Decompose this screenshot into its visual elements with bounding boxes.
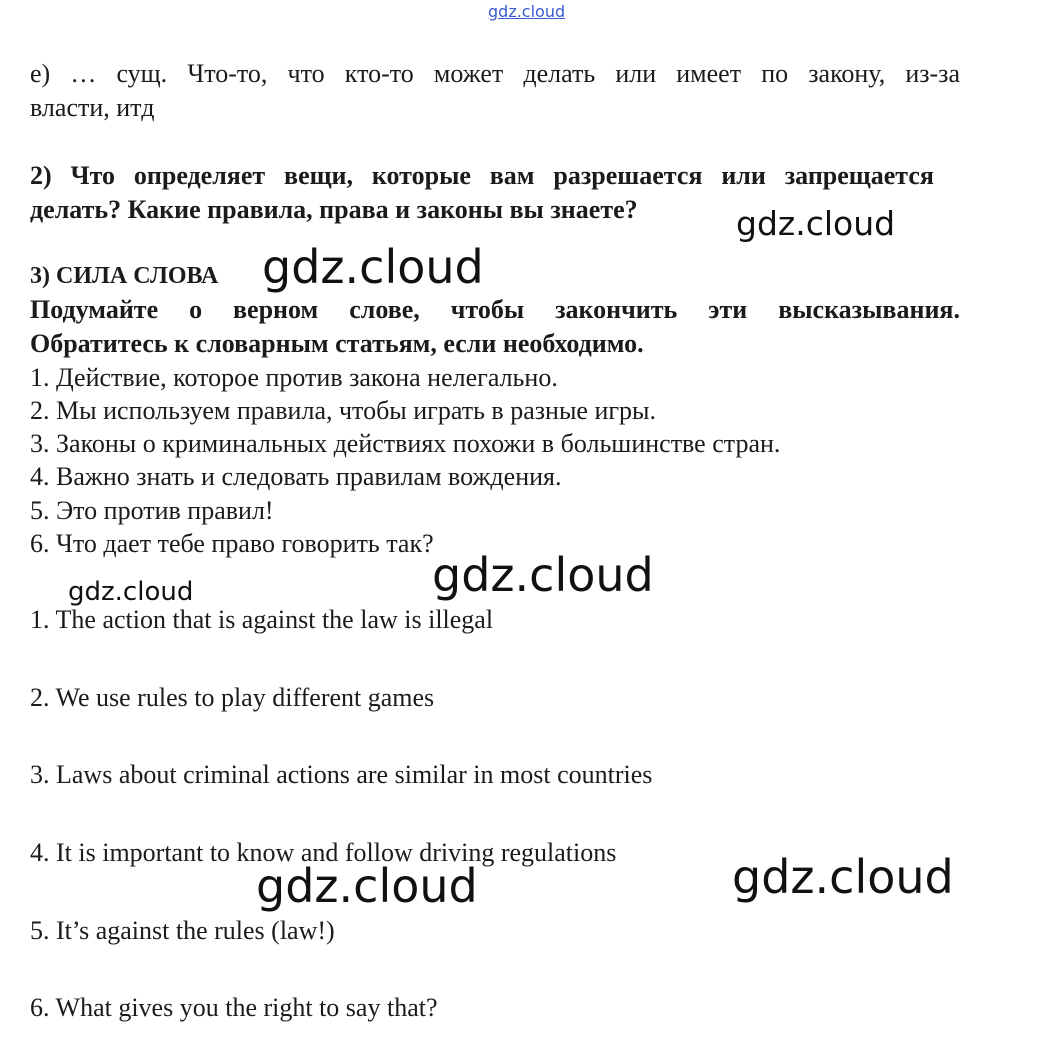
section-3-instruction-1: Подумайте о верном слове, чтобы закончить эти высказывания. xyxy=(30,295,960,324)
en-sentence-3: 3. Laws about criminal actions are similar in most countries xyxy=(30,760,653,789)
watermark-2: gdz.cloud xyxy=(262,240,484,294)
en-sentence-6: 6. What gives you the right to say that? xyxy=(30,993,438,1022)
item-e-line2: власти, итд xyxy=(30,93,155,122)
item-e-line1: е) … сущ. Что-то, что кто-то может делать или имеет по закону, из-за xyxy=(30,59,960,88)
watermark-6: gdz.cloud xyxy=(732,850,954,904)
ru-sentence-6: 6. Что дает тебе право говорить так? xyxy=(30,529,434,558)
en-sentence-1: 1. The action that is against the law is illegal xyxy=(30,605,494,634)
en-sentence-2: 2. We use rules to play different games xyxy=(30,683,435,712)
watermark-5: gdz.cloud xyxy=(256,859,478,913)
watermark-4: gdz.cloud xyxy=(68,577,194,607)
section-3-instruction-2: Обратитесь к словарным статьям, если необходимо. xyxy=(30,329,644,358)
watermark-top: gdz.cloud xyxy=(488,2,566,21)
watermark-1: gdz.cloud xyxy=(736,204,896,243)
ru-sentence-3: 3. Законы о криминальных действиях похожи в большинстве стран. xyxy=(30,429,781,458)
en-sentence-4: 4. It is important to know and follow driving regulations xyxy=(30,838,617,867)
en-sentence-5: 5. It’s against the rules (law!) xyxy=(30,916,335,945)
section-3-heading: 3) СИЛА СЛОВА xyxy=(30,263,219,289)
ru-sentence-1: 1. Действие, которое против закона нелегально. xyxy=(30,363,558,392)
ru-sentence-2: 2. Мы используем правила, чтобы играть в разные игры. xyxy=(30,396,656,425)
question-2-line1: 2) Что определяет вещи, которые вам разрешается или запрещается xyxy=(30,161,934,190)
ru-sentence-5: 5. Это против правил! xyxy=(30,496,274,525)
ru-sentence-4: 4. Важно знать и следовать правилам вождения. xyxy=(30,462,562,491)
watermark-3: gdz.cloud xyxy=(432,548,654,602)
question-2-line2: делать? Какие правила, права и законы вы знаете? xyxy=(30,195,638,224)
